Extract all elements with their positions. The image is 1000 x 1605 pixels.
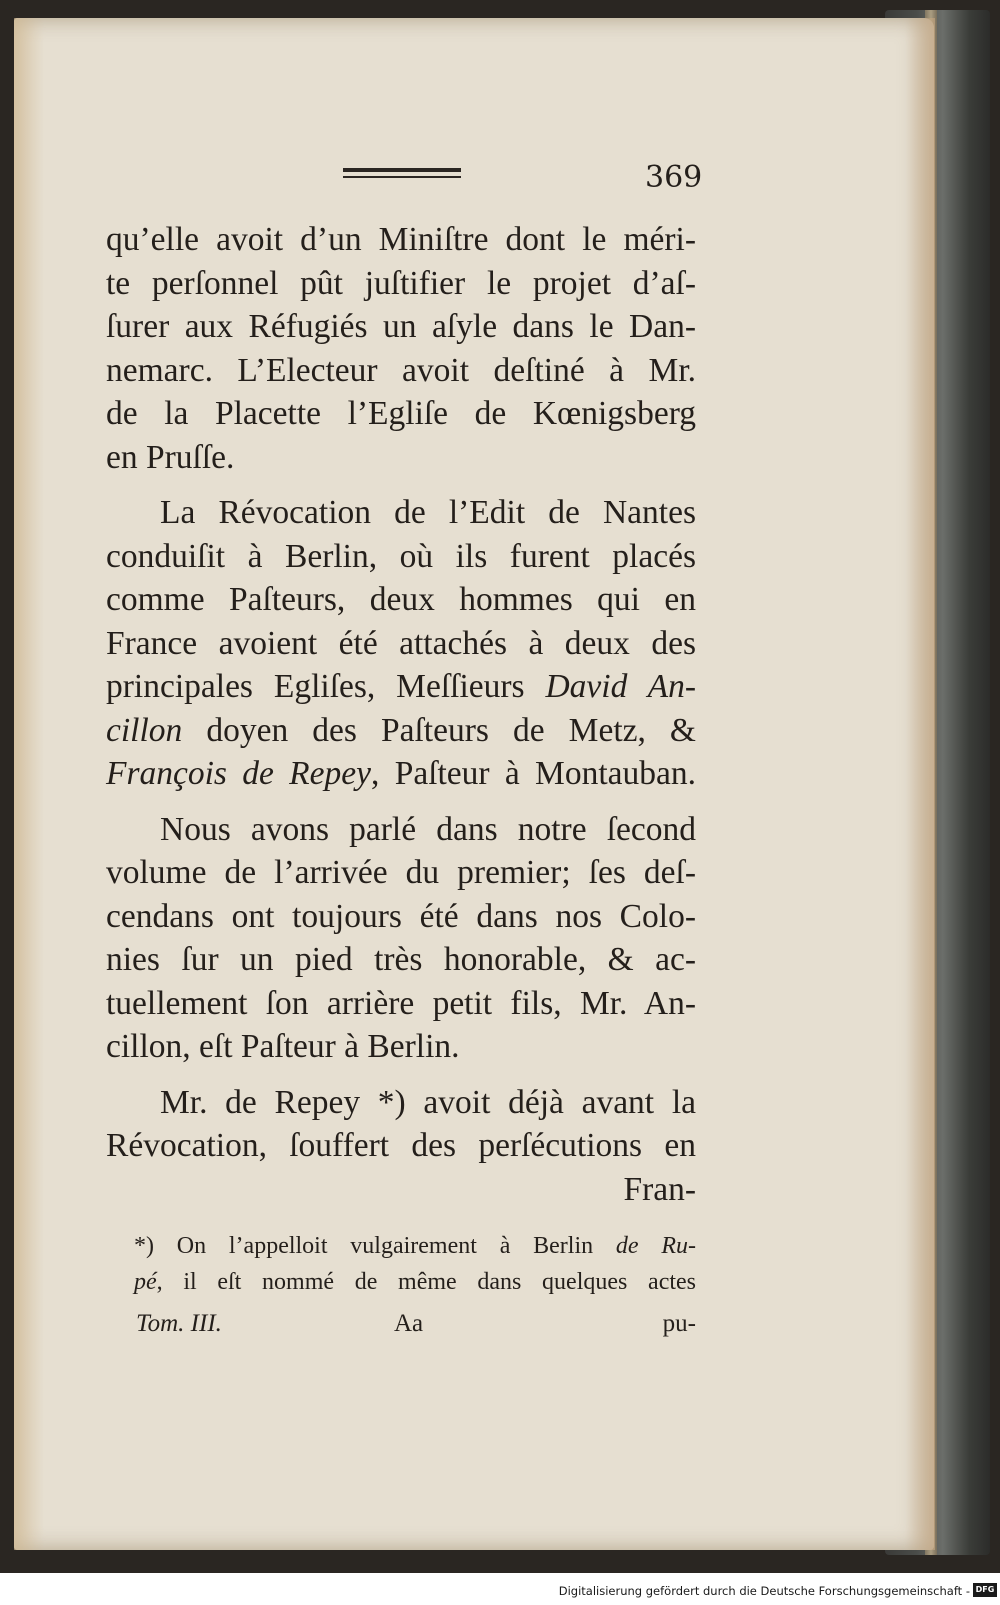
text-line: Révocation, ſouffert des perſécutions en: [106, 1127, 696, 1164]
text-line: ſurer aux Réfugiés un aſyle dans le Dan-: [106, 308, 696, 345]
catchword: pu-: [662, 1310, 696, 1337]
paragraph-3: [106, 808, 696, 1069]
page-gutter-shade: [14, 18, 44, 1550]
text-line: de la Placette l’Egliſe de Kœnigsberg: [106, 395, 696, 432]
paragraph-4: [106, 1081, 696, 1212]
credit-text: Digitalisierung gefördert durch die Deutsche Forschungsgemeinschaft -: [558, 1584, 970, 1598]
paragraph-1: [106, 218, 696, 479]
text-line: France avoient été attachés à deux des: [106, 624, 696, 662]
text-line: cillon, eſt Paſteur à Berlin.: [106, 1028, 460, 1065]
text-line: principales Egliſes, Meſſieurs David An-: [106, 668, 696, 705]
text-line: Mr. de Repey *) avoit déjà avant la: [160, 1083, 696, 1121]
text-line: cendans ont toujours été dans nos Colo-: [106, 897, 696, 935]
text-line: volume de l’arrivée du premier; ſes deſ-: [106, 854, 696, 891]
text-line: nemarc. L’Electeur avoit deſtiné à Mr.: [106, 351, 696, 389]
dfg-logo: DFG: [973, 1583, 997, 1597]
text-line: nies ſur un pied très honorable, & ac-: [106, 941, 696, 978]
text-line: en Pruſſe.: [106, 438, 235, 476]
text-line: cillon doyen des Paſteurs de Metz, &: [106, 711, 696, 749]
text-line: te perſonnel pût juſtifier le projet d’aſ-: [106, 264, 696, 302]
text-line: qu’elle avoit d’un Miniſtre dont le méri-: [106, 221, 696, 258]
catchword-line: Fran-: [623, 1170, 696, 1208]
paragraph-2: [106, 491, 696, 796]
header-rule-bottom: [343, 176, 461, 178]
body-text: [106, 218, 696, 1211]
text-line: François de Repey, Paſteur à Montauban.: [106, 755, 697, 792]
header-rule-top: [343, 168, 461, 172]
text-line: conduiſit à Berlin, où ils furent placés: [106, 537, 696, 575]
signature-mark: Aa: [394, 1310, 424, 1337]
footnote: [134, 1228, 696, 1300]
volume-label: Tom. III.: [136, 1310, 222, 1337]
text-line: comme Paſteurs, deux hommes qui en: [106, 581, 696, 618]
page-number: 369: [645, 160, 703, 195]
text-line: tuellement ſon arrière petit fils, Mr. An-: [106, 984, 696, 1022]
text-line: La Révocation de l’Edit de Nantes: [160, 494, 696, 531]
text-line: Nous avons parlé dans notre ſecond: [160, 810, 696, 848]
footnote-line: *) On l’appelloit vulgairement à Berlin de Ru-: [134, 1233, 696, 1259]
page-edge-shade: [905, 18, 935, 1550]
signature-line: [136, 1310, 696, 1350]
footnote-line: pé, il eſt nommé de même dans quelques actes: [134, 1269, 696, 1295]
